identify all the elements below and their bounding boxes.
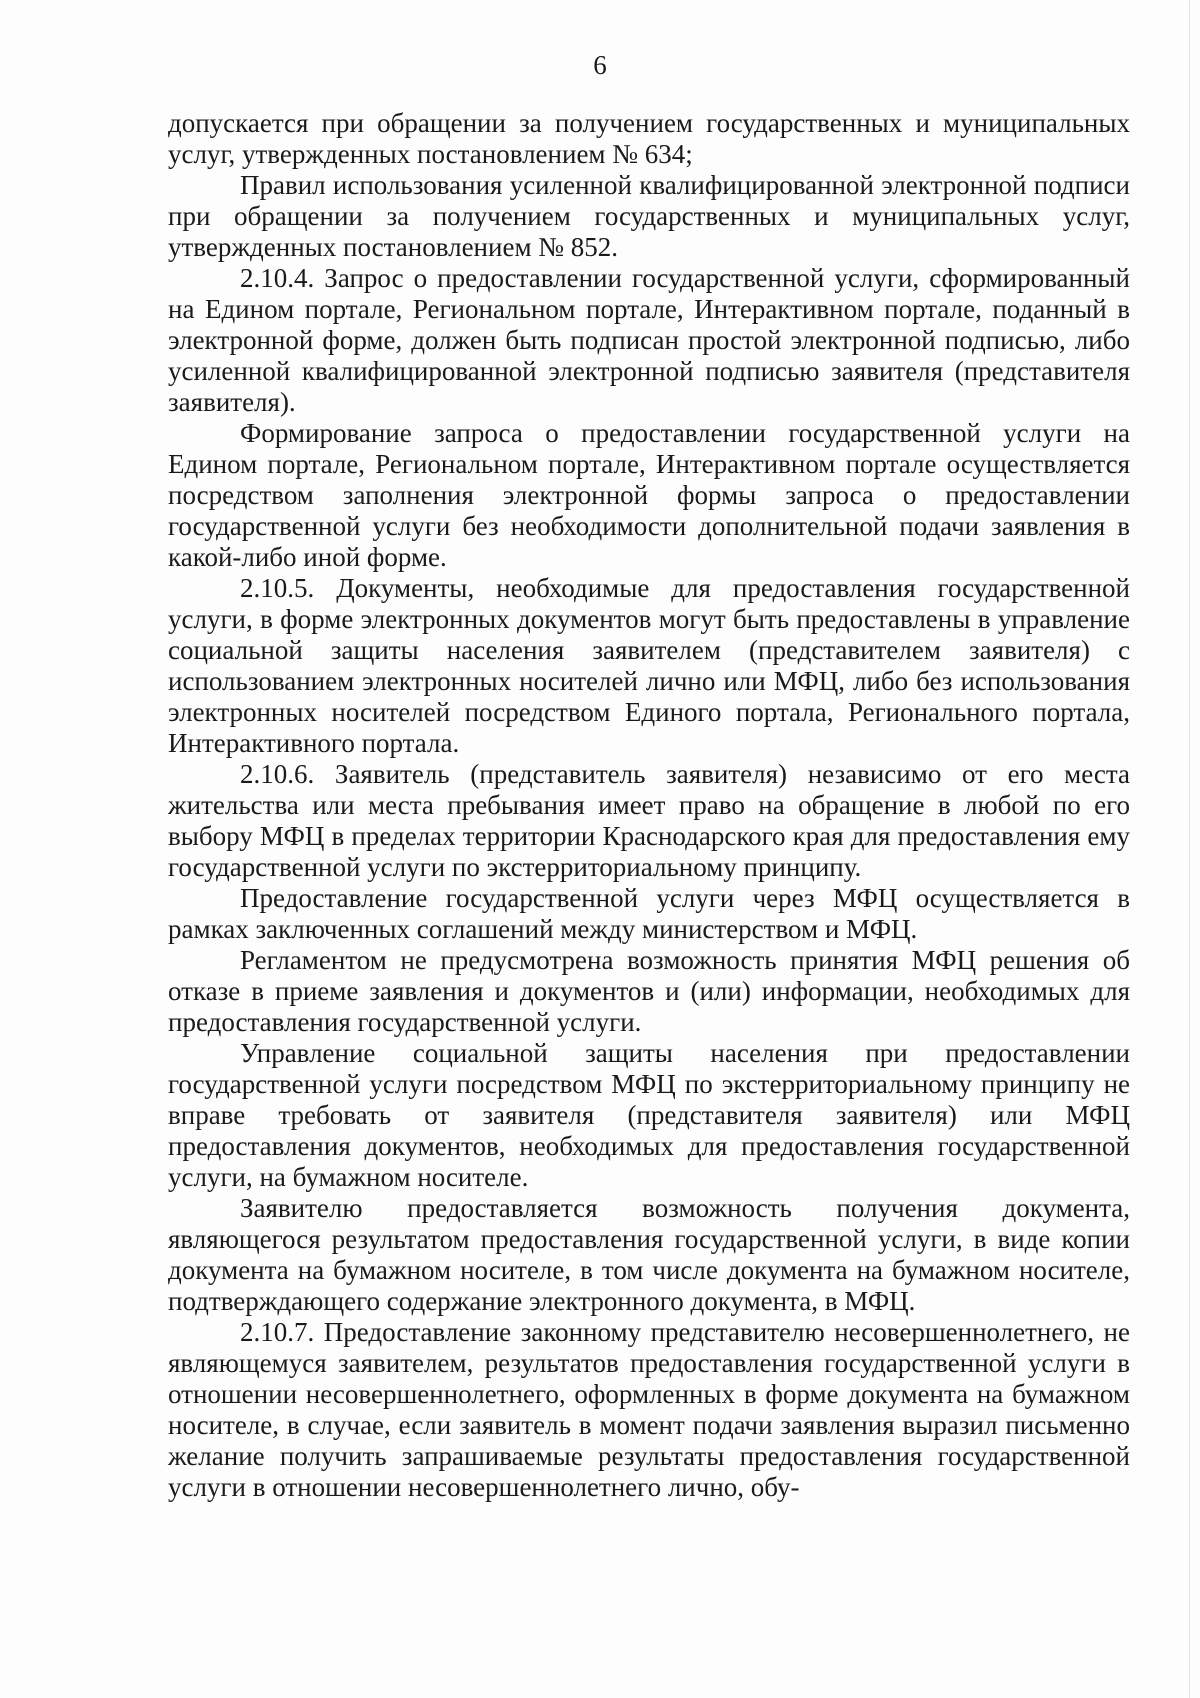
page-number: 6 [593, 50, 607, 80]
paragraph-2-10-4: 2.10.4. Запрос о предоставлении государственной услуги, сформированный на Едином портале, Региональном портале, Интерактивном портале, поданный в электронной форме, должен быть подписан простой электронной подписью, либо усиленной квалифицированной электронной подписью заявителя (представителя заявителя). [168, 263, 1130, 417]
paragraph-2-10-5: 2.10.5. Документы, необходимые для предоставления государственной услуги, в форме электронных документов могут быть предоставлены в управление социальной защиты населения заявителем (представителем заявителя) с использованием электронных носителей лично или МФЦ, либо без использования электронных носителей посредством Единого портала, Регионального портала, Интерактивного портала. [168, 573, 1130, 758]
paragraph-2: Правил использования усиленной квалифицированной электронной подписи при обращении за получением государственных и муниципальных услуг, утвержденных постановлением № 852. [168, 170, 1130, 262]
paragraph-2-10-7: 2.10.7. Предоставление законному представителю несовершеннолетнего, не являющемуся заявителем, результатов предоставления государственной услуги в отношении несовершеннолетнего, оформленных в форме документа на бумажном носителе, в случае, если заявитель в момент подачи заявления выразил письменно желание получить запрашиваемые результаты предоставления государственной услуги в отношении несовершеннолетнего лично, обу- [168, 1317, 1130, 1502]
scan-edge-line [1189, 0, 1190, 1698]
paragraph-7: Предоставление государственной услуги через МФЦ осуществляется в рамках заключенных соглашений между министерством и МФЦ. [168, 883, 1130, 944]
paragraph-10: Заявителю предоставляется возможность получения документа, являющегося результатом предоставления государственной услуги, в виде копии документа на бумажном носителе, в том числе документа на бумажном носителе, подтверждающего содержание электронного документа, в МФЦ. [168, 1193, 1130, 1316]
paragraph-1: допускается при обращении за получением государственных и муниципальных услуг, утвержденных постановлением № 634; [168, 108, 1130, 169]
paragraph-4: Формирование запроса о предоставлении государственной услуги на Едином портале, Региональном портале, Интерактивном портале осуществляется посредством заполнения электронной формы запроса о предоставлении государственной услуги без необходимости дополнительной подачи заявления в какой-либо иной форме. [168, 418, 1130, 572]
paragraph-8: Регламентом не предусмотрена возможность принятия МФЦ решения об отказе в приеме заявления и документов и (или) информации, необходимых для предоставления государственной услуги. [168, 945, 1130, 1037]
paragraph-9: Управление социальной защиты населения при предоставлении государственной услуги посредством МФЦ по экстерриториальному принципу не вправе требовать от заявителя (представителя заявителя) или МФЦ предоставления документов, необходимых для предоставления государственной услуги, на бумажном носителе. [168, 1038, 1130, 1192]
paragraph-2-10-6: 2.10.6. Заявитель (представитель заявителя) независимо от его места жительства или места пребывания имеет право на обращение в любой по его выбору МФЦ в пределах территории Краснодарского края для предоставления ему государственной услуги по экстерриториальному принципу. [168, 759, 1130, 882]
document-body [168, 108, 1130, 1503]
